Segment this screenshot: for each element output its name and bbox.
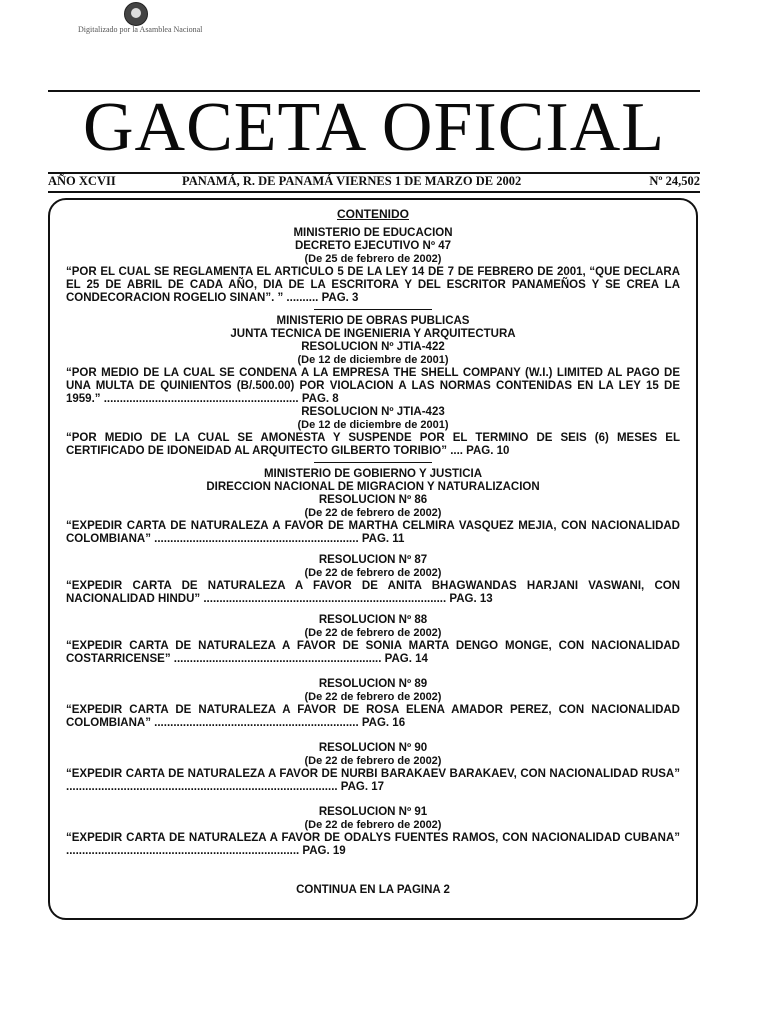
section-body: JUNTA TECNICA DE INGENIERIA Y ARQUITECTURA — [230, 328, 516, 340]
item-title: RESOLUCION Nº JTIA-423 — [301, 406, 445, 418]
item-text: “EXPEDIR CARTA DE NATURALEZA A FAVOR DE ROSA ELENA AMADOR PEREZ, CON NACIONALIDAD COLOMBIANA” ................................................................ PAG. 16 — [66, 704, 680, 729]
section-ministry: MINISTERIO DE EDUCACION — [293, 227, 453, 239]
assembly-seal-icon — [124, 2, 148, 26]
item-title: DECRETO EJECUTIVO Nº 47 — [294, 240, 452, 252]
item-title: RESOLUCION Nº 87 — [318, 554, 428, 566]
item-title: RESOLUCION Nº 91 — [318, 806, 428, 818]
item-date: (De 22 de febrero de 2002) — [304, 691, 442, 703]
issue-line — [48, 174, 700, 190]
digitized-note: Digitalizado por la Asamblea Nacional — [78, 25, 203, 34]
table-of-contents — [66, 208, 680, 909]
item-text: “EXPEDIR CARTA DE NATURALEZA A FAVOR DE ODALYS FUENTES RAMOS, CON NACIONALIDAD CUBANA” ......................................................................... PAG. 19 — [66, 832, 680, 857]
issue-bottom-rule — [48, 191, 700, 193]
masthead-title: GACETA OFICIAL — [83, 89, 665, 166]
item-text: “EXPEDIR CARTA DE NATURALEZA A FAVOR DE ANITA BHAGWANDAS HARJANI VASWANI, CON NACIONALIDAD HINDU” ............................................................................ PAG. 13 — [66, 580, 680, 605]
section-body: DIRECCION NACIONAL DE MIGRACION Y NATURALIZACION — [206, 481, 540, 493]
section-ministry: MINISTERIO DE OBRAS PUBLICAS — [276, 315, 470, 327]
item-text: “EXPEDIR CARTA DE NATURALEZA A FAVOR DE MARTHA CELMIRA VASQUEZ MEJIA, CON NACIONALIDAD COLOMBIANA” ................................................................ PAG. 11 — [66, 520, 680, 545]
item-date: (De 25 de febrero de 2002) — [304, 253, 442, 265]
item-date: (De 12 de diciembre de 2001) — [297, 419, 449, 431]
item-text: “POR EL CUAL SE REGLAMENTA EL ARTICULO 5 DE LA LEY 14 DE 7 DE FEBRERO DE 2001, “QUE DECLARA EL 25 DE ABRIL DE CADA AÑO, DIA DE LA ESCRITORA Y DEL ESCRITOR PANAMEÑOS Y SE CREA LA CONDECORACION ROGELIO SINAN”. ” .......... PAG. 3 — [66, 266, 680, 304]
section-ministry: MINISTERIO DE GOBIERNO Y JUSTICIA — [263, 468, 483, 480]
issue-number: Nº 24,502 — [649, 174, 700, 188]
item-date: (De 12 de diciembre de 2001) — [297, 354, 449, 366]
contents-heading: CONTENIDO — [337, 207, 409, 221]
item-title: RESOLUCION Nº 86 — [318, 494, 428, 506]
item-date: (De 22 de febrero de 2002) — [304, 819, 442, 831]
item-text: “POR MEDIO DE LA CUAL SE AMONESTA Y SUSPENDE POR EL TERMINO DE SEIS (6) MESES EL CERTIFICADO DE IDONEIDAD AL ARQUITECTO GILBERTO TORIBIO” .... PAG. 10 — [66, 432, 680, 457]
issue-place-date: PANAMÁ, R. DE PANAMÁ VIERNES 1 DE MARZO DE 2002 — [182, 174, 522, 188]
item-text: “EXPEDIR CARTA DE NATURALEZA A FAVOR DE NURBI BARAKAEV BARAKAEV, CON NACIONALIDAD RUSA” ..................................................................................... PAG. 17 — [66, 768, 680, 793]
item-text: “POR MEDIO DE LA CUAL SE CONDENA A LA EMPRESA THE SHELL COMPANY (W.I.) LIMITED AL PAGO DE UNA MULTA DE QUINIENTOS (B/.500.00) POR VIOLACION A LAS NORMAS CONTENIDAS EN LA LEY 15 DE 1959.” ............................................................. PAG. 8 — [66, 367, 680, 405]
item-date: (De 22 de febrero de 2002) — [304, 755, 442, 767]
item-date: (De 22 de febrero de 2002) — [304, 627, 442, 639]
item-date: (De 22 de febrero de 2002) — [304, 567, 442, 579]
item-text: “EXPEDIR CARTA DE NATURALEZA A FAVOR DE SONIA MARTA DENGO MONGE, CON NACIONALIDAD COSTARRICENSE” ................................................................. PAG. 14 — [66, 640, 680, 665]
item-date: (De 22 de febrero de 2002) — [304, 507, 442, 519]
item-title: RESOLUCION Nº JTIA-422 — [301, 341, 445, 353]
section-separator — [314, 462, 432, 463]
section-separator — [314, 309, 432, 310]
item-title: RESOLUCION Nº 89 — [318, 678, 428, 690]
item-title: RESOLUCION Nº 90 — [318, 742, 428, 754]
continued-note: CONTINUA EN LA PAGINA 2 — [296, 884, 450, 896]
item-title: RESOLUCION Nº 88 — [318, 614, 428, 626]
issue-year: AÑO XCVII — [48, 174, 116, 188]
